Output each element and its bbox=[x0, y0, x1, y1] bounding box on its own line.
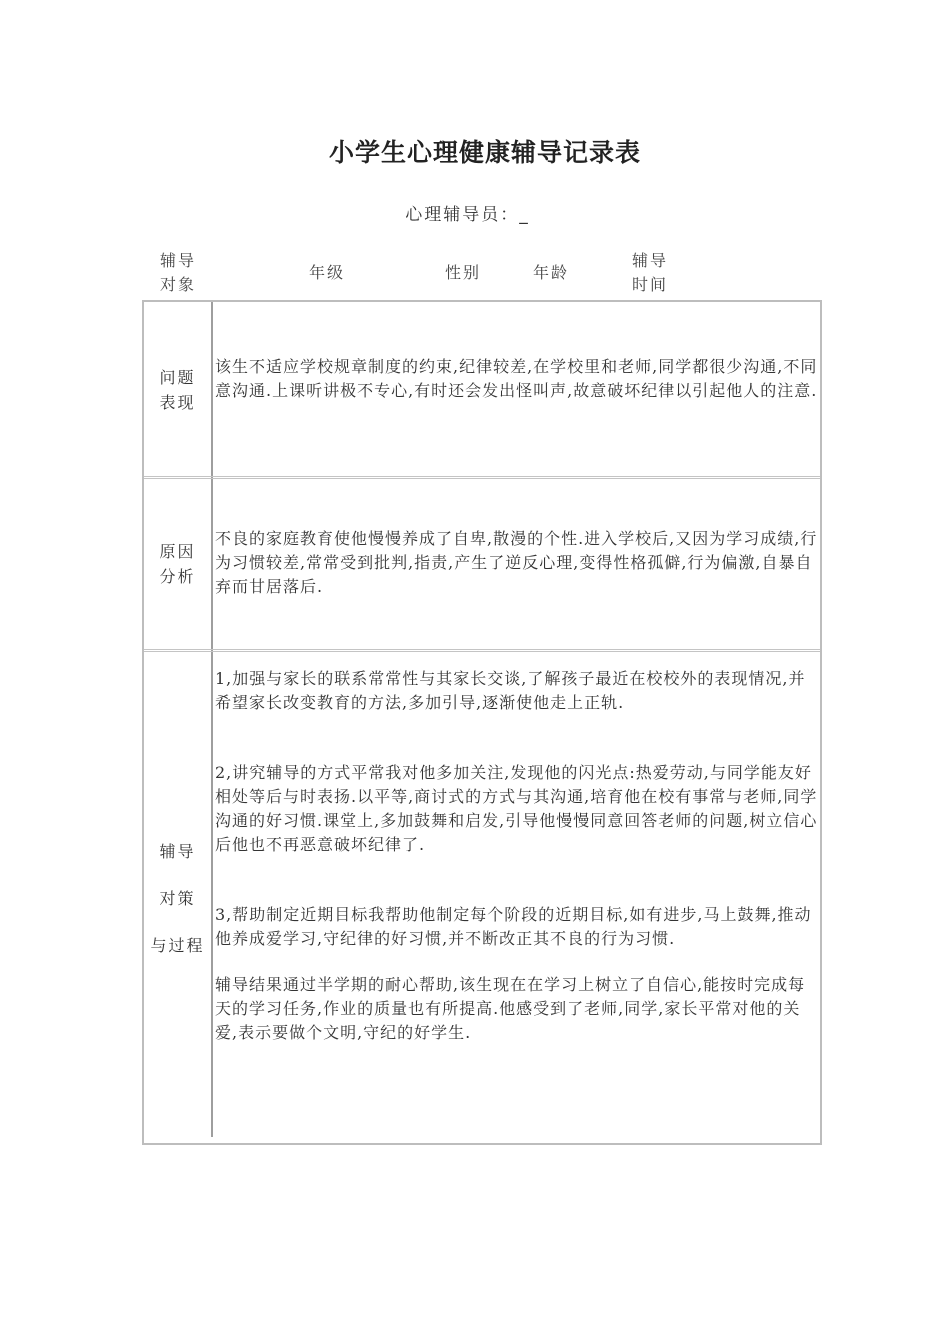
problem-row bbox=[144, 302, 820, 476]
cause-label-line2: 分析 bbox=[159, 567, 196, 586]
header-age-label: 年龄 bbox=[533, 263, 570, 282]
page-title: 小学生心理健康辅导记录表 bbox=[328, 138, 641, 167]
record-table bbox=[142, 300, 822, 1145]
problem-label-line2: 表现 bbox=[159, 393, 196, 412]
header-time-line2: 时间 bbox=[632, 275, 669, 294]
cause-label-line1: 原因 bbox=[159, 542, 196, 561]
counselor-field: 心理辅导员：_ bbox=[405, 205, 530, 225]
process-label-line1: 辅导 bbox=[159, 842, 196, 861]
process-text bbox=[215, 667, 820, 1045]
header-target-line1: 辅导 bbox=[160, 251, 197, 270]
process-label-line2: 对策 bbox=[159, 889, 196, 908]
header-target-line2: 对象 bbox=[160, 275, 197, 294]
header-time-line1: 辅导 bbox=[632, 251, 669, 270]
problem-label bbox=[144, 365, 211, 415]
header-gender-label: 性别 bbox=[445, 263, 482, 282]
cause-row bbox=[144, 479, 820, 649]
header-time-label bbox=[632, 249, 668, 297]
process-label-line3: 与过程 bbox=[150, 936, 205, 955]
header-grade-label: 年级 bbox=[309, 263, 346, 282]
problem-text: 该生不适应学校规章制度的约束,纪律较差,在学校里和老师,同学都很少沟通,不同意沟通.上课听讲极不专心,有时还会发出怪叫声,故意破坏纪律以引起他人的注意. bbox=[215, 357, 818, 400]
problem-label-line1: 问题 bbox=[159, 368, 196, 387]
cause-label bbox=[144, 539, 211, 589]
process-paragraph-3: 3,帮助制定近期目标我帮助他制定每个阶段的近期目标,如有进步,马上鼓舞,推动他养成爱学习,守纪律的好习惯,并不断改正其不良的行为习惯. bbox=[215, 905, 812, 948]
cause-text: 不良的家庭教育使他慢慢养成了自卑,散漫的个性.进入学校后,又因为学习成绩,行为习惯较差,常常受到批判,指责,产生了逆反心理,变得性格孤僻,行为偏激,自暴自弃而甘居落后. bbox=[215, 529, 818, 596]
process-paragraph-4: 辅导结果通过半学期的耐心帮助,该生现在在学习上树立了自信心,能按时完成每天的学习任务,作业的质量也有所提高.他感受到了老师,同学,家长平常对他的关爱,表示要做个文明,守纪的好学生. bbox=[215, 975, 806, 1042]
header-target-label bbox=[160, 249, 196, 297]
process-row bbox=[144, 652, 820, 1142]
process-paragraph-2: 2,讲究辅导的方式平常我对他多加关注,发现他的闪光点:热爱劳动,与同学能友好相处等后与时表扬.以平等,商讨式的方式与其沟通,培育他在校有事常与老师,同学沟通的好习惯.课堂上,多加鼓舞和启发,引导他慢慢同意回答老师的问题,树立信心后他也不再恶意破坏纪律了. bbox=[215, 763, 818, 854]
process-label bbox=[144, 839, 211, 958]
process-paragraph-1: 1,加强与家长的联系常常性与其家长交谈,了解孩子最近在校校外的表现情况,并希望家长改变教育的方法,多加引导,逐渐使他走上正轨. bbox=[215, 669, 806, 712]
